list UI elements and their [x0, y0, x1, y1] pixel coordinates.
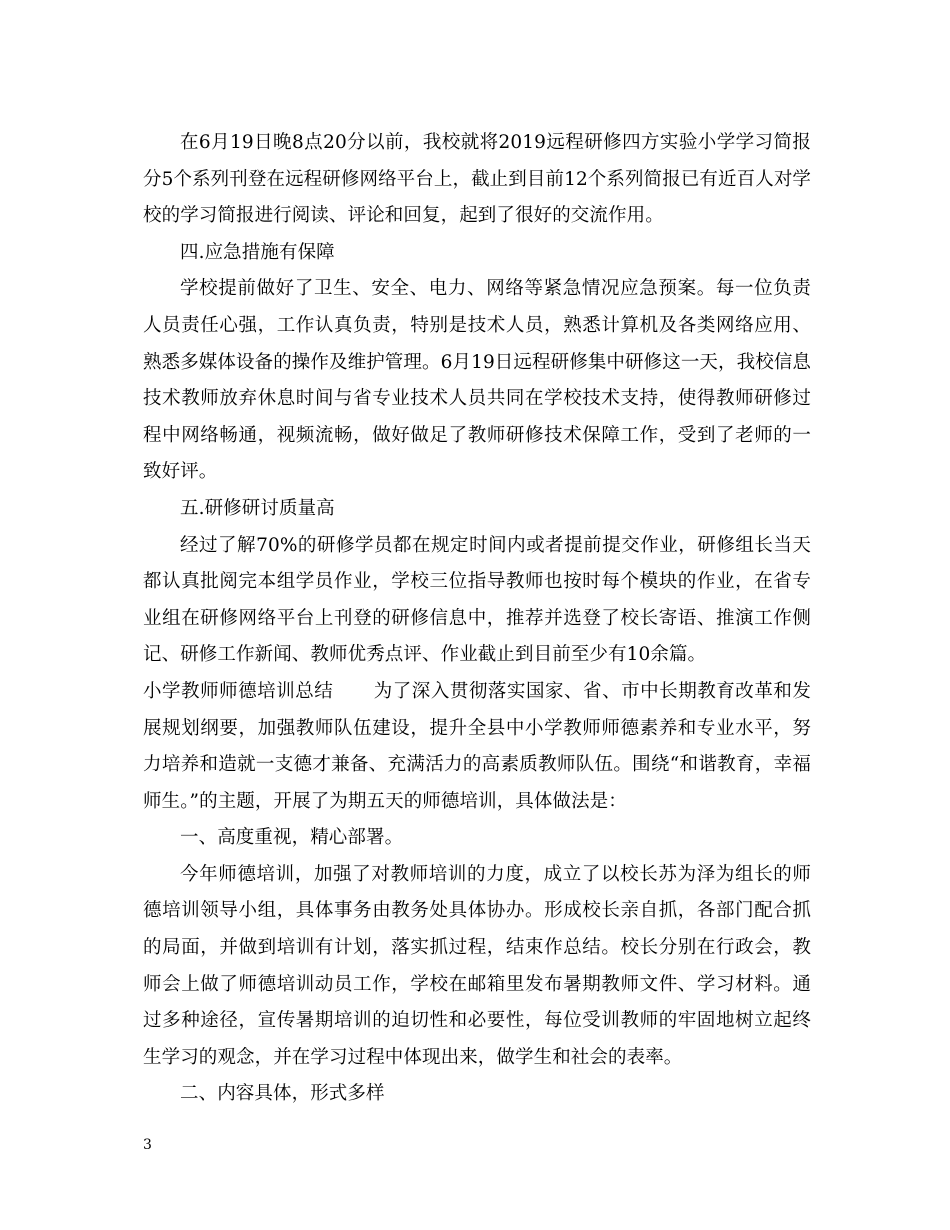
section-heading-deployment: 一、高度重视，精心部署。 [180, 827, 404, 849]
section-heading-quality: 五.研修研讨质量高 [180, 497, 335, 519]
paragraph-emergency: 学校提前做好了卫生、安全、电力、网络等紧急情况应急预案。每一位负责人员责任心强，工作认真负责，特别是技术人员，熟悉计算机及各类网络应用、熟悉多媒体设备的操作及维护管理。6月19日远程研修集中研修这一天，我校信息技术教师放弃休息时间与省专业技术人员共同在学校技术支持，使得教师研修过程中网络畅通，视频流畅，做好做足了教师研修技术保障工作，受到了老师的一致好评。 [143, 278, 812, 483]
page-number: 3 [143, 1137, 152, 1153]
paragraph-quality: 经过了解70%的研修学员都在规定时间内或者提前提交作业，研修组长当天都认真批阅完本组学员作业，学校三位指导教师也按时每个模块的作业，在省专业组在研修网络平台上刊登的研修信息中，推荐并选登了校长寄语、推演工作侧记、研修工作新闻、教师优秀点评、作业截止到目前至少有10余篇。 [143, 534, 811, 666]
section-heading-content: 二、内容具体，形式多样 [180, 1083, 385, 1105]
section-heading-emergency: 四.应急措施有保障 [180, 241, 335, 263]
article-title: 小学教师师德培训总结 [143, 680, 334, 702]
document-body [143, 125, 811, 1113]
paragraph-briefing: 在6月19日晚8点20分以前，我校就将2019远程研修四方实验小学学习简报分5个系列刊登在远程研修网络平台上，截止到目前12个系列简报已有近百人对学校的学习简报进行阅读、评论和回复，起到了很好的交流作用。 [143, 132, 812, 227]
paragraph-deployment: 今年师德培训，加强了对教师培训的力度，成立了以校长苏为泽为组长的师德培训领导小组，具体事务由教务处具体协办。形成校长亲自抓，各部门配合抓的局面，并做到培训有计划，落实抓过程，结束作总结。校长分别在行政会，教师会上做了师德培训动员工作，学校在邮箱里发布暑期教师文件、学习材料。通过多种途径，宣传暑期培训的迫切性和必要性，每位受训教师的牢固地树立起终生学习的观念，并在学习过程中体现出来，做学生和社会的表率。 [143, 863, 811, 1068]
paragraph-article-intro [143, 674, 811, 820]
article-intro-text: 为了深入贯彻落实国家、省、市中长期教育改革和发展规划纲要，加强教师队伍建设，提升全县中小学教师师德素养和专业水平，努力培养和造就一支德才兼备、充满活力的高素质教师队伍。围绕“和谐教育，幸福师生。”的主题，开展了为期五天的师德培训，具体做法是： [143, 680, 811, 812]
